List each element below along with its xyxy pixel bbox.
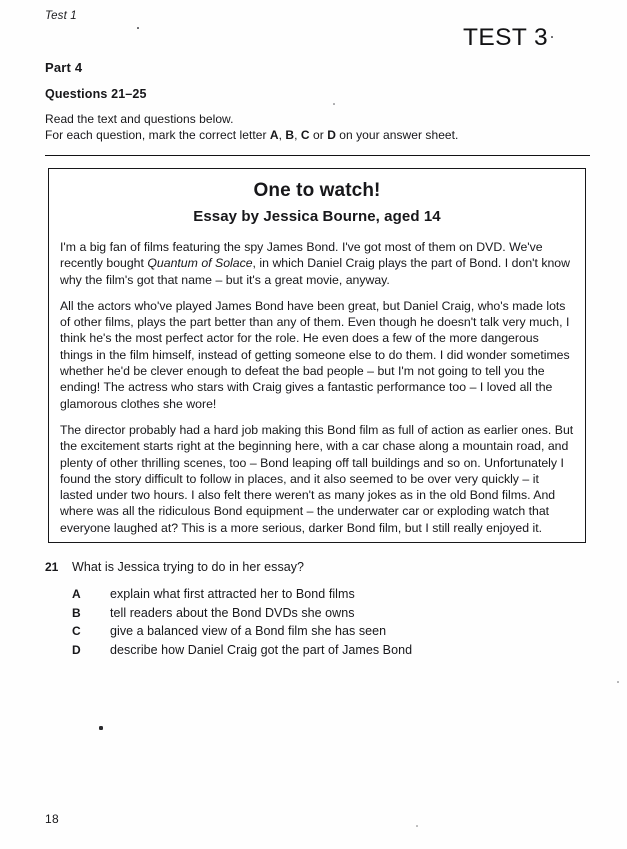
scan-speck: [99, 726, 103, 730]
part-heading: Part 4: [45, 60, 83, 75]
question-21-block: [45, 560, 590, 661]
answer-option-d[interactable]: [45, 643, 590, 662]
essay-paragraph-1-part-1: I'm a big fan of films featuring the spy James Bond. I've got most of them on DVD. We've recently bought: [60, 240, 543, 271]
rubric-sep-3: or: [309, 127, 328, 142]
rubric-line-2-prefix: For each question, mark the correct letter: [45, 127, 270, 142]
scan-speck: [137, 27, 139, 29]
essay-text-box: [48, 168, 586, 543]
page-number: 18: [45, 812, 59, 826]
answer-option-b-text: tell readers about the Bond DVDs she owns: [110, 605, 355, 620]
essay-body: [60, 239, 574, 536]
answer-option-d-text: describe how Daniel Craig got the part of James Bond: [110, 642, 413, 657]
film-title-italic: Quantum of Solace: [147, 256, 253, 271]
rubric-letter-a: A: [269, 127, 279, 142]
answer-option-d-letter: D: [72, 642, 81, 657]
essay-title: One to watch!: [253, 180, 381, 201]
question-stem-text: What is Jessica trying to do in her essay?: [72, 560, 305, 574]
answer-option-c-letter: C: [72, 624, 81, 638]
essay-subtitle: Essay by Jessica Bourne, aged 14: [193, 208, 441, 225]
essay-paragraph-2: All the actors who've played James Bond have been great, but Daniel Craig, who's made lots of other films, plays the part better than any of them. Even though he doesn't talk very much, I think he's the most perfect actor for the role. He even does a few of the more dangerous things in the film himself, instead of getting someone else to do them. I did wonder sometimes whether he'd be clever enough to defeat the bad people – but I'm not going to tell you the ending! The actress who stars with Craig gives a fantastic performance too – I loved all the glamorous clothes she wore!: [60, 298, 570, 411]
rubric-instructions: [45, 112, 458, 143]
running-head-left: Test 1: [45, 10, 77, 22]
questions-range-heading: Questions 21–25: [45, 87, 147, 101]
rubric-letter-b: B: [285, 127, 295, 142]
rubric-line-2-suffix: on your answer sheet.: [335, 127, 459, 142]
answer-option-c[interactable]: [45, 624, 590, 643]
scan-speck: [416, 825, 418, 827]
question-stem-row: [45, 560, 590, 580]
scan-speck: [617, 681, 619, 683]
scan-speck: [551, 36, 553, 38]
essay-paragraph-1: [60, 239, 574, 288]
answer-option-c-text: give a balanced view of a Bond film she has seen: [110, 624, 387, 638]
rubric-letter-d: D: [327, 127, 336, 142]
question-number: 21: [45, 560, 59, 574]
essay-paragraph-3: The director probably had a hard job making this Bond film as full of action as earlier ones. But the excitement starts right at the beginning here, with a car chase along a mountain road, and plenty of other thrilling scenes, too – Bond leaping off tall buildings and so on. Unfortunately I found the story difficult to follow in places, and it also seemed to be over very quickly – it lasted under two hours. I also felt there weren't as many jokes as in the old Bond films. And where was all the ridiculous Bond equipment – the underwater car or exploding watch that everyone laughed at? This is a more serious, darker Bond film, but I still really enjoyed it.: [60, 422, 574, 535]
answer-option-b[interactable]: [45, 606, 590, 625]
rubric-line-2: [45, 128, 458, 144]
essay-paragraph-1-part-2: , in which Daniel Craig plays the part of Bond. I don't know why the film's got that name – but it's a great movie, anyway.: [60, 256, 570, 287]
answer-option-b-letter: B: [72, 605, 81, 620]
rubric-sep-2: ,: [294, 127, 301, 142]
rubric-letter-c: C: [300, 127, 310, 142]
answer-option-a-text: explain what first attracted her to Bond films: [110, 587, 355, 601]
answer-options-list: [45, 587, 590, 661]
rubric-line-1: Read the text and questions below.: [45, 112, 234, 126]
scan-speck: [333, 103, 335, 105]
running-head-right: TEST 3: [462, 24, 548, 51]
answer-option-a[interactable]: [45, 587, 590, 606]
rubric-sep-1: ,: [278, 127, 286, 142]
horizontal-divider: [45, 155, 590, 156]
answer-option-a-letter: A: [72, 587, 81, 601]
